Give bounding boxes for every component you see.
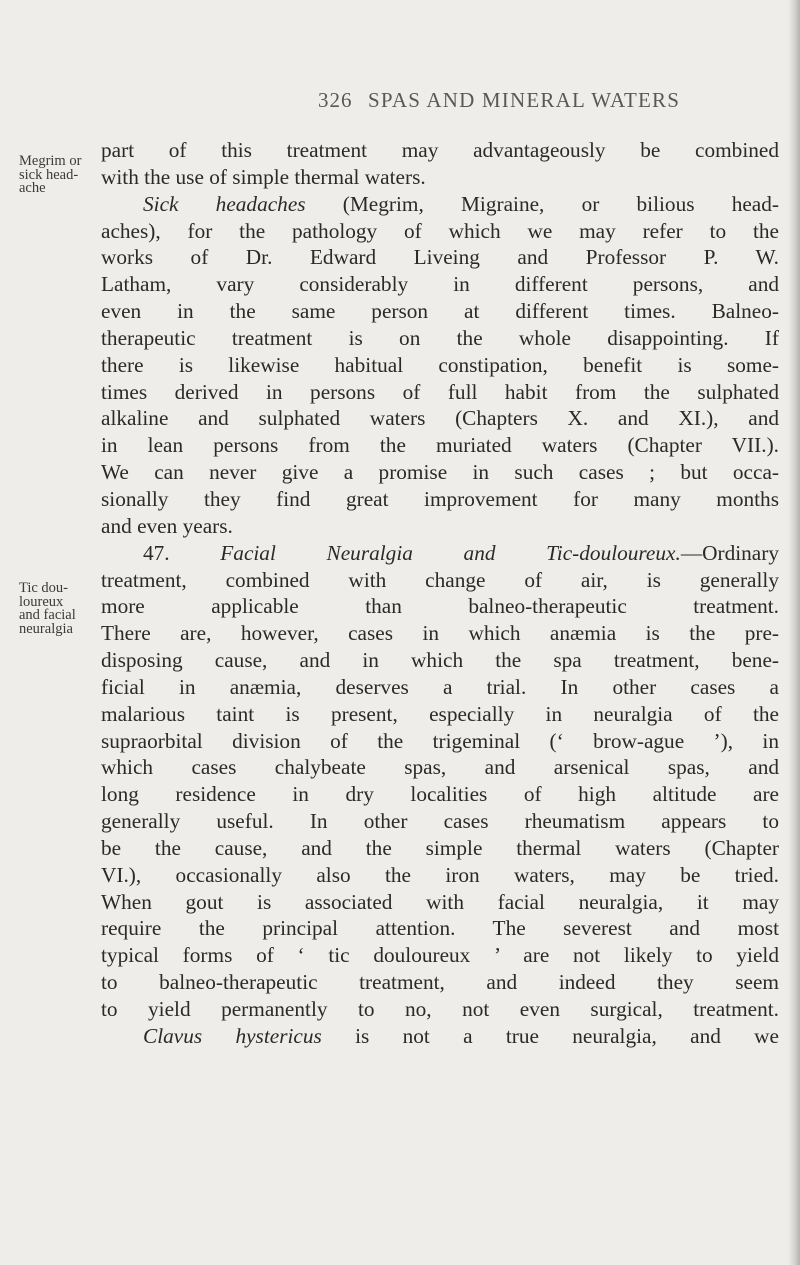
page-number: 326: [318, 88, 353, 112]
text-line: works of Dr. Edward Liveing and Professor P. W.: [101, 245, 779, 270]
text-line: When gout is associated with facial neuralgia, it may: [101, 889, 779, 914]
italic-term: Clavus hystericus: [143, 1023, 322, 1048]
text-line: There are, however, cases in which anæmia is the pre-: [101, 621, 779, 646]
text-line: aches), for the pathology of which we may refer to the: [101, 218, 779, 243]
italic-term: Sick headaches: [143, 191, 306, 216]
text-line: We can never give a promise in such cases ; but occa-: [101, 460, 779, 485]
margin-note-tic: [19, 582, 91, 636]
text-line: to balneo-therapeutic treatment, and indeed they seem: [101, 970, 779, 995]
italic-term: Facial Neuralgia and Tic-douloureux.: [220, 540, 681, 565]
margin-note-line: Tic dou-: [19, 580, 69, 596]
text-line-clavus: Clavus hystericus is not a true neuralgia, and we: [143, 1023, 779, 1048]
text-line: long residence in dry localities of high altitude are: [101, 782, 779, 807]
margin-note-line: and facial: [19, 607, 76, 623]
text-line: alkaline and sulphated waters (Chapters X. and XI.), and: [101, 406, 779, 431]
text-line: Latham, vary considerably in different persons, and: [101, 272, 779, 297]
text-line: treatment, combined with change of air, is generally: [101, 567, 779, 592]
text-line: more applicable than balneo-therapeutic treatment.: [101, 594, 779, 619]
body-text: [101, 137, 779, 1050]
text-line: be the cause, and the simple thermal waters (Chapter: [101, 835, 779, 860]
text-line: to yield permanently to no, not even surgical, treatment.: [101, 997, 779, 1021]
text-line: even in the same person at different times. Balneo-: [101, 299, 779, 324]
text-line: in lean persons from the muriated waters (Chapter VII.).: [101, 433, 779, 458]
text-line: and even years.: [101, 513, 233, 538]
margin-note-line: loureux: [19, 593, 64, 610]
text-line: therapeutic treatment is on the whole disappointing. If: [101, 325, 779, 350]
text-line: malarious taint is present, especially in neuralgia of the: [101, 701, 779, 726]
margin-note-line: ache: [19, 180, 46, 196]
margin-note-line: neuralgia: [19, 620, 73, 637]
margin-note-megrim: [19, 155, 91, 196]
text-line: with the use of simple thermal waters.: [101, 164, 426, 189]
text-line: ficial in anæmia, deserves a trial. In other cases a: [101, 674, 779, 699]
text-line: disposing cause, and in which the spa treatment, bene-: [101, 648, 779, 673]
margin-note-line: Megrim or: [19, 153, 82, 169]
text-line-section-47: 47. Facial Neuralgia and Tic-douloureux.—Ordinary: [143, 540, 779, 565]
text-line: there is likewise habitual constipation, benefit is some-: [101, 352, 779, 377]
margin-note-line: sick head-: [19, 166, 79, 183]
text-line: supraorbital division of the trigeminal (‘ brow-ague ’), in: [101, 728, 779, 753]
text-line: part of this treatment may advantageously be combined: [101, 138, 779, 162]
text-line: generally useful. In other cases rheumatism appears to: [101, 809, 779, 834]
text-line: times derived in persons of full habit from the sulphated: [101, 379, 779, 404]
page-edge-shadow: [788, 0, 800, 1265]
text-line: require the principal attention. The severest and most: [101, 916, 779, 941]
text-line: sionally they find great improvement for many months: [101, 486, 779, 511]
text-line: which cases chalybeate spas, and arsenical spas, and: [101, 755, 779, 780]
running-title: SPAS AND MINERAL WATERS: [368, 88, 681, 112]
text-line: VI.), occasionally also the iron waters, may be tried.: [101, 862, 779, 887]
text-line: typical forms of ‘ tic douloureux ’ are not likely to yield: [101, 943, 779, 968]
text-line-sick-headaches: Sick headaches (Megrim, Migraine, or bilious head-: [143, 191, 779, 216]
